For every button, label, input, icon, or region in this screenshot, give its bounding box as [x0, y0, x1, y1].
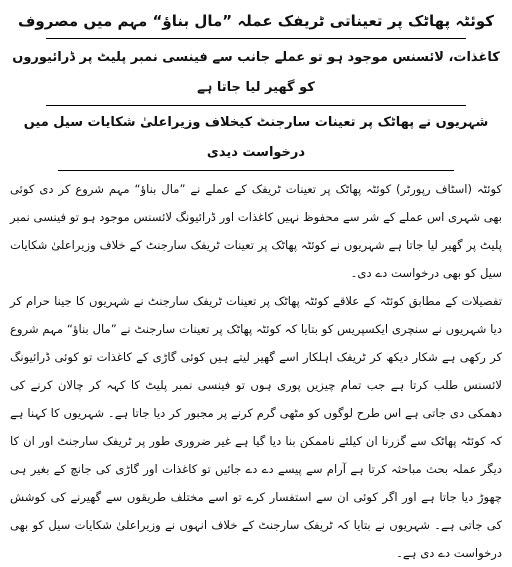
headline-divider-1	[46, 38, 466, 39]
article-paragraph-2: تفصیلات کے مطابق کوئٹہ کے علاقے کوئٹہ پھاٹک پر تعینات ٹریفک سارجنٹ نے شہریوں کا جینا حرام کر دیا شہریوں نے سنچری ایکسپریس کو بتایا کہ کوئٹہ پھاٹک پر تعینات سارجنٹ نے ”مال بناؤ“ مہم شروع کر رکھی ہے شکار دیکھ کر ٹریفک اہلکار اسے گھیر لیتے ہیں کوئی گاڑی کے کاغذات تو کوئی ڈرائیونگ لائسنس طلب کرتا ہے جب تمام چیزیں پوری ہوں تو فینسی نمبر پلیٹ کا کہہ کر چالان کرنے کی دھمکی دی جاتی ہے اس طرح لوگوں کو مٹھی گرم کرنے پر مجبور کر دیا جاتا ہے۔ شہریوں کا کہنا ہے کہ کوئٹہ پھاٹک سے گزرنا ان کیلئے ناممکن بنا دیا گیا ہے غیر ضروری طور پر ٹریفک سارجنٹ اور ان کا دیگر عملہ بحث مباحثہ کرتا ہے آرام سے پیسے دے دے جائیں تو کاغذات اور گاڑی کی جانچ کے بغیر ہی چھوڑ دیا جاتا ہے اور اگر کوئی ان سے استفسار کرے تو اسے مختلف طریقوں سے گھیرنے کی کوشش کی جاتی ہے۔ شہریوں نے بتایا کہ ٹریفک سارجنٹ کے خلاف انہوں نے وزیراعلیٰ شکایات سیل کو بھی درخواست دے دی ہے۔	[10, 294, 502, 560]
article-paragraph-1: کوئٹہ (اسٹاف رپورٹر) کوئٹہ پھاٹک پر تعینات ٹریفک کے عملے نے ”مال بناؤ“ مہم شروع کر دی کوئی بھی شہری اس عملے کے شر سے محفوظ نہیں کاغذات اور ڈرائیونگ لائسنس موجود ہو تو فینسی نمبر پلیٹ پر گھیر لیا جاتا ہے شہریوں نے کوئٹہ پھاٹک پر تعینات ٹریفک سارجنٹ کے خلاف وزیراعلیٰ شکایات سیل کو بھی درخواست دے دی۔	[10, 182, 502, 280]
headline-divider-2	[46, 105, 466, 106]
headline-divider-3	[58, 170, 454, 171]
headline-sub-2: شہریوں نے پھاٹک پر تعینات سارجنٹ کیخلاف وزیراعلیٰ شکایات سیل میں درخواست دیدی	[23, 115, 489, 160]
headline-sub-1: کاغذات، لائسنس موجود ہو تو عملے جانب سے فینسی نمبر پلیٹ پر ڈرائیوروں کو گھیر لیا جاتا ہے	[12, 50, 500, 95]
article-body	[10, 175, 502, 567]
headline-main: کوئٹہ پھاٹک پر تعیناتی ٹریفک عملہ ”مال بناؤ“ مہم میں مصروف	[17, 12, 495, 30]
